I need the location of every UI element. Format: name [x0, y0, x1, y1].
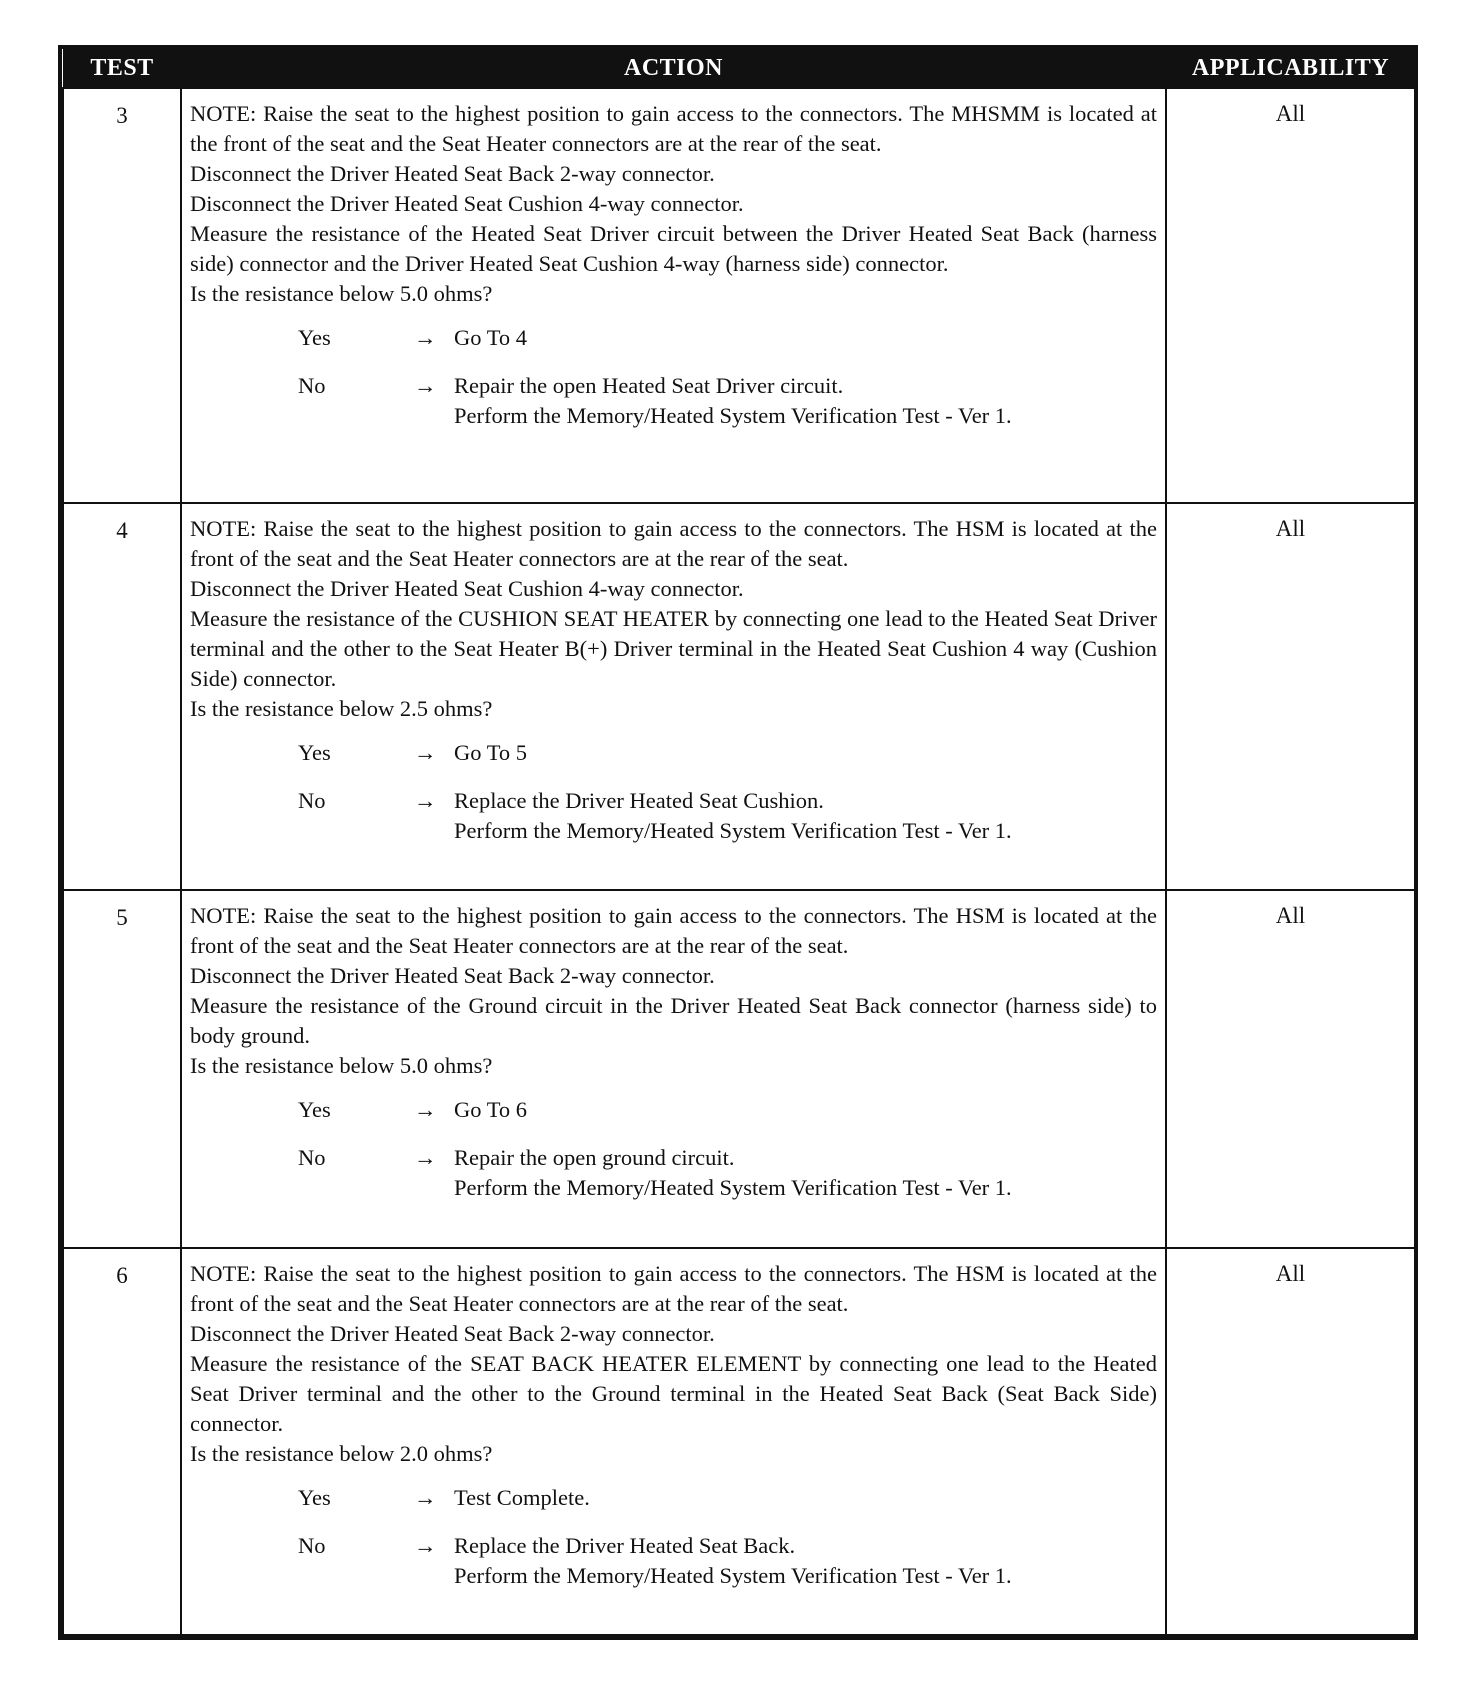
action-line: Disconnect the Driver Heated Seat Cushion 4-way connector. — [190, 576, 744, 601]
no-label: No — [298, 1533, 326, 1558]
yes-branch — [298, 1095, 1157, 1125]
action-line: NOTE: Raise the seat to the highest position to gain access to the connectors. The HSM is located at the front of the seat and the Seat Heater connectors are at the rear of the seat. — [190, 903, 1157, 958]
applicability-value: All — [1166, 1248, 1415, 1635]
action-cell — [181, 1248, 1166, 1635]
header-applicability: APPLICABILITY — [1166, 49, 1415, 88]
yes-label: Yes — [298, 1097, 331, 1122]
yes-result: Go To 6 — [454, 1097, 528, 1122]
table-row — [63, 503, 1415, 890]
action-line: Disconnect the Driver Heated Seat Back 2-way connector. — [190, 1321, 715, 1346]
action-line: NOTE: Raise the seat to the highest position to gain access to the connectors. The HSM is located at the front of the seat and the Seat Heater connectors are at the rear of the seat. — [190, 516, 1157, 571]
no-label: No — [298, 373, 326, 398]
action-line: Is the resistance below 5.0 ohms? — [190, 1053, 493, 1078]
yes-result: Go To 4 — [454, 325, 528, 350]
action-line: NOTE: Raise the seat to the highest position to gain access to the connectors. The MHSMM is located at the front of the seat and the Seat Heater connectors are at the rear of the seat. — [190, 101, 1157, 156]
no-branch — [298, 1143, 1157, 1203]
arrow-icon: → — [414, 788, 437, 813]
no-result — [454, 1143, 1157, 1203]
action-cell — [181, 503, 1166, 890]
no-result — [454, 786, 1157, 846]
action-line: Measure the resistance of the Ground circuit in the Driver Heated Seat Back connector (harness side) to body ground. — [190, 993, 1157, 1048]
no-result-line: Perform the Memory/Heated System Verification Test - Ver 1. — [454, 1175, 1012, 1200]
test-number: 4 — [63, 503, 181, 890]
arrow-icon: → — [414, 1533, 437, 1558]
action-line: Disconnect the Driver Heated Seat Back 2-way connector. — [190, 161, 715, 186]
no-branch — [298, 786, 1157, 846]
table-row — [63, 1248, 1415, 1635]
arrow-icon: → — [414, 1097, 437, 1122]
action-line: Measure the resistance of the SEAT BACK HEATER ELEMENT by connecting one lead to the Heated Seat Driver terminal and the other to the Ground terminal in the Heated Seat Back (Seat Back Side) connector. — [190, 1351, 1157, 1436]
action-cell — [181, 890, 1166, 1248]
arrow-icon: → — [414, 740, 437, 765]
yes-label: Yes — [298, 740, 331, 765]
header-test: TEST — [63, 49, 181, 88]
action-line: Is the resistance below 2.0 ohms? — [190, 1441, 493, 1466]
no-result-line: Replace the Driver Heated Seat Back. — [454, 1533, 796, 1558]
yes-branch — [298, 1483, 1157, 1513]
yes-label: Yes — [298, 1485, 331, 1510]
applicability-value: All — [1166, 88, 1415, 503]
action-line: NOTE: Raise the seat to the highest position to gain access to the connectors. The HSM is located at the front of the seat and the Seat Heater connectors are at the rear of the seat. — [190, 1261, 1157, 1316]
no-branch — [298, 371, 1157, 431]
test-number: 3 — [63, 88, 181, 503]
arrow-icon: → — [414, 1485, 437, 1510]
test-table — [62, 49, 1416, 1636]
diagnostic-test-table — [58, 45, 1418, 1640]
header-action: ACTION — [181, 49, 1166, 88]
applicability-value: All — [1166, 890, 1415, 1248]
test-number: 6 — [63, 1248, 181, 1635]
no-branch — [298, 1531, 1157, 1591]
action-line: Is the resistance below 5.0 ohms? — [190, 281, 493, 306]
test-number: 5 — [63, 890, 181, 1248]
action-cell — [181, 88, 1166, 503]
no-label: No — [298, 1145, 326, 1170]
no-result-line: Repair the open Heated Seat Driver circuit. — [454, 373, 844, 398]
action-line: Is the resistance below 2.5 ohms? — [190, 696, 493, 721]
yes-result: Test Complete. — [454, 1485, 590, 1510]
table-header-row — [63, 49, 1415, 88]
arrow-icon: → — [414, 1145, 437, 1170]
yes-branch — [298, 738, 1157, 768]
no-result-line: Replace the Driver Heated Seat Cushion. — [454, 788, 824, 813]
arrow-icon: → — [414, 373, 437, 398]
action-line: Measure the resistance of the CUSHION SEAT HEATER by connecting one lead to the Heated Seat Driver terminal and the other to the Seat Heater B(+) Driver terminal in the Heated Seat Cushion 4 way (Cushion Side) connector. — [190, 606, 1157, 691]
table-row — [63, 890, 1415, 1248]
yes-branch — [298, 323, 1157, 353]
no-result-line: Perform the Memory/Heated System Verification Test - Ver 1. — [454, 403, 1012, 428]
yes-result: Go To 5 — [454, 740, 528, 765]
no-result-line: Repair the open ground circuit. — [454, 1145, 735, 1170]
no-label: No — [298, 788, 326, 813]
no-result-line: Perform the Memory/Heated System Verification Test - Ver 1. — [454, 818, 1012, 843]
yes-label: Yes — [298, 325, 331, 350]
no-result — [454, 371, 1157, 431]
no-result-line: Perform the Memory/Heated System Verification Test - Ver 1. — [454, 1563, 1012, 1588]
action-line: Disconnect the Driver Heated Seat Back 2-way connector. — [190, 963, 715, 988]
table-row — [63, 88, 1415, 503]
arrow-icon: → — [414, 325, 437, 350]
action-line: Disconnect the Driver Heated Seat Cushion 4-way connector. — [190, 191, 744, 216]
action-line: Measure the resistance of the Heated Seat Driver circuit between the Driver Heated Seat Back (harness side) connector and the Driver Heated Seat Cushion 4-way (harness side) connector. — [190, 221, 1157, 276]
applicability-value: All — [1166, 503, 1415, 890]
no-result — [454, 1531, 1157, 1591]
